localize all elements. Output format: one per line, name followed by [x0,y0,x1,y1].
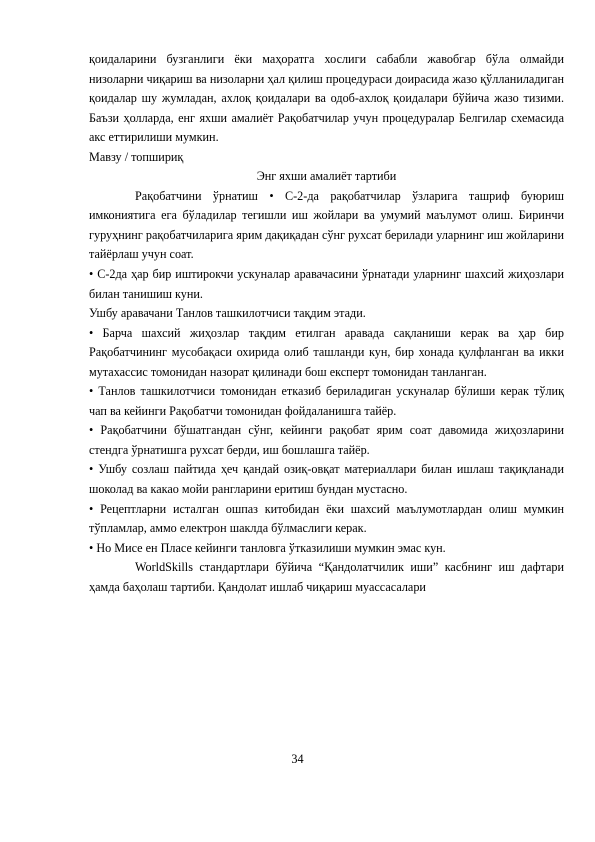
paragraph-continuation: қоидаларини бузганлиги ёки маҳоратга хослиги сабабли жавобгар бўла олмайди низоларни чиқариш ва низоларни ҳал қилиш процедураси доирасида жазо қўлланиладиган қоидалар шу жумладан, ахлоқ қоидалари ва одоб-ахлоқ қоидалари бўйича жазо тизими. Баъзи ҳолларда, енг яхши амалиёт Рақобатчилар учун процедуралар Белгилар схемасида акс еттирилиши мумкин. [89,52,564,145]
bullet-mise-en-place: • Но Мисе ен Пласе кейинги танловга ўтказилиши мумкин эмас кун. [89,540,446,555]
bullet-after-release: • Рақобатчини бўшатгандан сўнг, кейинги рақобат ярим соат давомида жиҳозларини стендга ўрнатишга рухсат берди, иш бошлашга тайёр. [89,423,564,457]
bullet-personal-equipment: • Барча шахсий жиҳозлар тақдим етилган аравада сақланиши керак ва ҳар бир Рақобатчининг мусобақаси охирида олиб ташланди кун, бир хонада қулфланган ва икки мутахассис томонидан назорат қилинади бош експерт томонидан танланган. [89,325,564,379]
bullet-organizer-equipment: • Танлов ташкилотчиси томонидан етказиб бериладиган ускуналар бўлиши керак тўлиқ чап ва кейинги Рақобатчи томонидан фойдаланишга тайёр. [89,384,564,418]
bullet-cart-setup: • С-2да ҳар бир иштирокчи ускуналар аравачасини ўрнатади уларнинг шахсий жиҳозлари билан танишиш куни. [89,267,564,301]
topic-heading: Мавзу / топшириқ [89,149,184,164]
best-practice-heading: Энг яхши амалиёт тартиби [256,169,397,184]
bullet-recipes: • Рецептларни исталган ошпаз китобидан ёки шахсий маълумотлардан олиш мумкин тўпламлар, аммо електрон шаклда бўлмаслиги керак. [89,501,564,536]
page-number: 34 [291,752,304,766]
paragraph-cart-provider: Ушбу аравачани Танлов ташкилотчиси тақдим этади. [89,306,366,321]
paragraph-setup: Рақобатчини ўрнатиш • С-2-да рақобатчилар ўзларига ташриф буюриш имкониятига ега бўладилар тегишли иш жойлари ва умумий маълумот олиш. Биринчи гуруҳнинг рақобатчиларига ярим дақиқадан сўнг рухсат берилади уларнинг иш жойларини тайёрлаш учун соат. [89,188,564,262]
bullet-food-prohibited: • Ушбу созлаш пайтида ҳеч қандай озиқ-овқат материаллари билан ишлаш тақиқланади шоколад ва какао мойи рангларини еритиш бундан мустасно. [89,462,564,497]
paragraph-worldskills: WorldSkills стандартлари бўйича “Қандолатчилик иши” касбнинг иш дафтари ҳамда баҳолаш тартиби. Қандолат ишлаб чиқариш муассасалари [89,560,564,594]
document-page [89,50,564,597]
